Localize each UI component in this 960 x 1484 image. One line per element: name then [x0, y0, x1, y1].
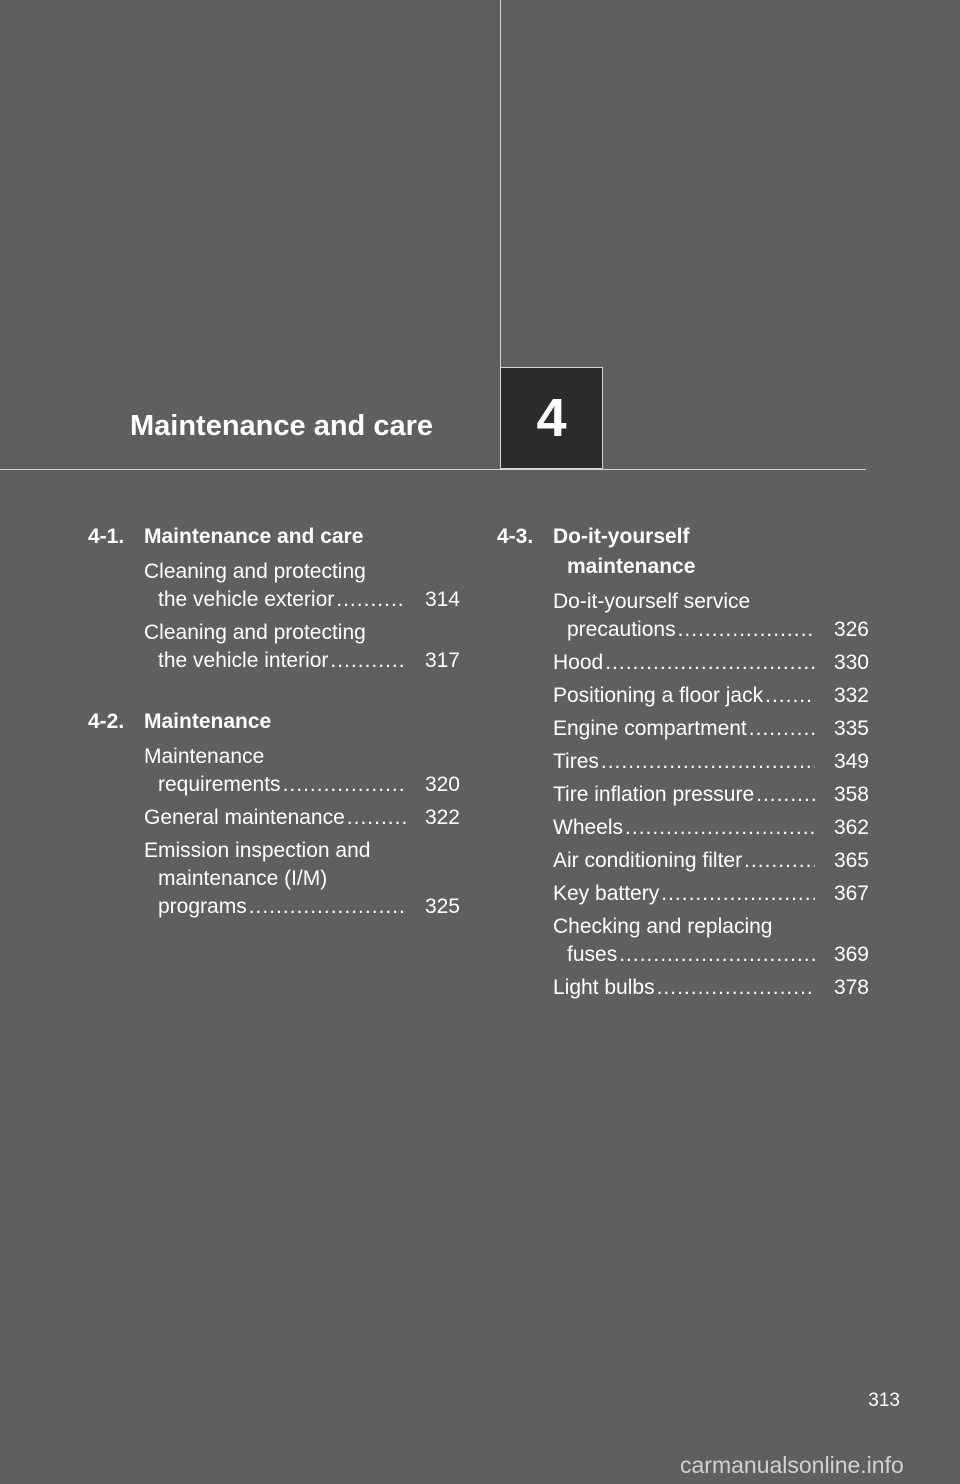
toc-page-number: 349 [833, 750, 869, 773]
toc-entry-text: the vehicle interior [158, 649, 329, 672]
leader-dots [330, 647, 406, 675]
toc-entry[interactable] [497, 588, 869, 644]
toc-entry-line [553, 748, 817, 776]
section-title [553, 522, 695, 582]
leader-dots [605, 649, 815, 677]
toc-section-4-1 [88, 522, 460, 675]
section-title-line: Do-it-yourself [553, 525, 690, 548]
toc-entry-text: Wheels [553, 816, 624, 839]
toc-section-4-2 [88, 707, 460, 921]
toc-entry-line [553, 880, 817, 908]
toc-entry-line [144, 558, 408, 586]
toc-entry[interactable] [88, 804, 460, 832]
toc-page-number: 332 [833, 684, 869, 707]
toc-page-number: 325 [424, 895, 460, 918]
toc-entry-line [144, 804, 408, 832]
toc-entry-line [553, 974, 817, 1002]
toc-entry-line [553, 814, 817, 842]
leader-dots [765, 682, 815, 710]
section-title-line: Maintenance and care [144, 525, 364, 548]
toc-page-number: 317 [424, 649, 460, 672]
section-heading [497, 522, 869, 582]
toc-entry-line [144, 619, 408, 647]
toc-entry[interactable] [497, 880, 869, 908]
toc-entry-text: Hood [553, 651, 604, 674]
toc-page-number: 320 [424, 773, 460, 796]
toc-entry-line [144, 893, 408, 921]
toc-entry-text: Tires [553, 750, 599, 773]
toc-entry-text: Cleaning and protecting [144, 621, 366, 644]
toc-entry-text: Tire inflation pressure [553, 783, 755, 806]
toc-entry-text: requirements [158, 773, 281, 796]
toc-page-number: 314 [424, 588, 460, 611]
toc-entry-text: maintenance (I/M) [158, 867, 328, 890]
toc-entry-line [553, 847, 817, 875]
leader-dots [749, 715, 815, 743]
toc-entry-line [553, 941, 817, 969]
toc-page-number: 322 [424, 806, 460, 829]
toc-page-number: 362 [833, 816, 869, 839]
toc-entry[interactable] [497, 814, 869, 842]
toc-entry-text: precautions [567, 618, 676, 641]
leader-dots [744, 847, 815, 875]
toc-entry-line [553, 715, 817, 743]
toc-entry[interactable] [88, 558, 460, 614]
toc-entry[interactable] [497, 682, 869, 710]
toc-entry-line [553, 913, 817, 941]
toc-section-4-3 [497, 522, 869, 1002]
toc-entry-line [144, 743, 408, 771]
section-title [144, 707, 271, 737]
toc-page-number: 367 [833, 882, 869, 905]
toc-entry[interactable] [88, 837, 460, 921]
toc-page-number: 365 [833, 849, 869, 872]
toc-entry-line [553, 682, 817, 710]
leader-dots [283, 771, 406, 799]
section-number: 4-1. [88, 525, 125, 548]
leader-dots [661, 880, 815, 908]
toc-entry[interactable] [497, 649, 869, 677]
toc-entry-text: Do-it-yourself service [553, 590, 751, 613]
leader-dots [625, 814, 815, 842]
toc-entry-line [144, 771, 408, 799]
section-title-line: maintenance [567, 555, 696, 578]
toc-entry-text: Cleaning and protecting [144, 560, 366, 583]
toc-entry[interactable] [497, 715, 869, 743]
chapter-number-box [500, 367, 603, 469]
section-number: 4-2. [88, 710, 125, 733]
toc-entry-text: Maintenance [144, 745, 265, 768]
toc-page-number: 358 [833, 783, 869, 806]
toc-entry[interactable] [88, 743, 460, 799]
section-heading [88, 707, 460, 737]
toc-page-number: 330 [833, 651, 869, 674]
leader-dots [756, 781, 815, 809]
toc-entry-text: Emission inspection and [144, 839, 371, 862]
toc-entry[interactable] [497, 913, 869, 969]
toc-entry-text: General maintenance [144, 806, 345, 829]
page-number: 313 [868, 1390, 900, 1411]
toc-entry-text: Checking and replacing [553, 915, 773, 938]
toc-entry-text: the vehicle exterior [158, 588, 335, 611]
toc-page-number: 369 [833, 943, 869, 966]
toc-entry[interactable] [497, 781, 869, 809]
section-number: 4-3. [497, 525, 534, 548]
toc-entry-text: Positioning a floor jack [553, 684, 764, 707]
toc-entry[interactable] [497, 974, 869, 1002]
toc-entry-line [553, 588, 817, 616]
leader-dots [619, 941, 815, 969]
toc-entry-line [144, 865, 408, 893]
section-heading [88, 522, 460, 552]
toc-entry-line [553, 781, 817, 809]
toc-entry-text: Key battery [553, 882, 660, 905]
leader-dots [678, 616, 815, 644]
toc-entry-line [553, 649, 817, 677]
vertical-rule [500, 0, 501, 370]
leader-dots [347, 804, 406, 832]
toc-entry-line [144, 837, 408, 865]
toc-page-number: 378 [833, 976, 869, 999]
toc-entry-text: Air conditioning filter [553, 849, 743, 872]
toc-entry[interactable] [88, 619, 460, 675]
toc-entry[interactable] [497, 748, 869, 776]
toc-entry-text: fuses [567, 943, 618, 966]
leader-dots [336, 586, 406, 614]
toc-entry-text: programs [158, 895, 247, 918]
toc-entry-text: Engine compartment [553, 717, 747, 740]
toc-page-number: 326 [833, 618, 869, 641]
section-title [144, 522, 363, 552]
toc-entry-line [553, 616, 817, 644]
toc-entry-text: Light bulbs [553, 976, 655, 999]
header-rule [0, 469, 866, 470]
leader-dots [657, 974, 815, 1002]
toc-entry-line [144, 647, 408, 675]
leader-dots [601, 748, 815, 776]
leader-dots [249, 893, 406, 921]
watermark: carmanualsonline.info [680, 1452, 904, 1478]
toc-entry[interactable] [497, 847, 869, 875]
chapter-number: 4 [536, 388, 567, 448]
section-title-line: Maintenance [144, 710, 272, 733]
toc-entry-line [144, 586, 408, 614]
chapter-title: Maintenance and care [130, 410, 433, 442]
toc-page-number: 335 [833, 717, 869, 740]
